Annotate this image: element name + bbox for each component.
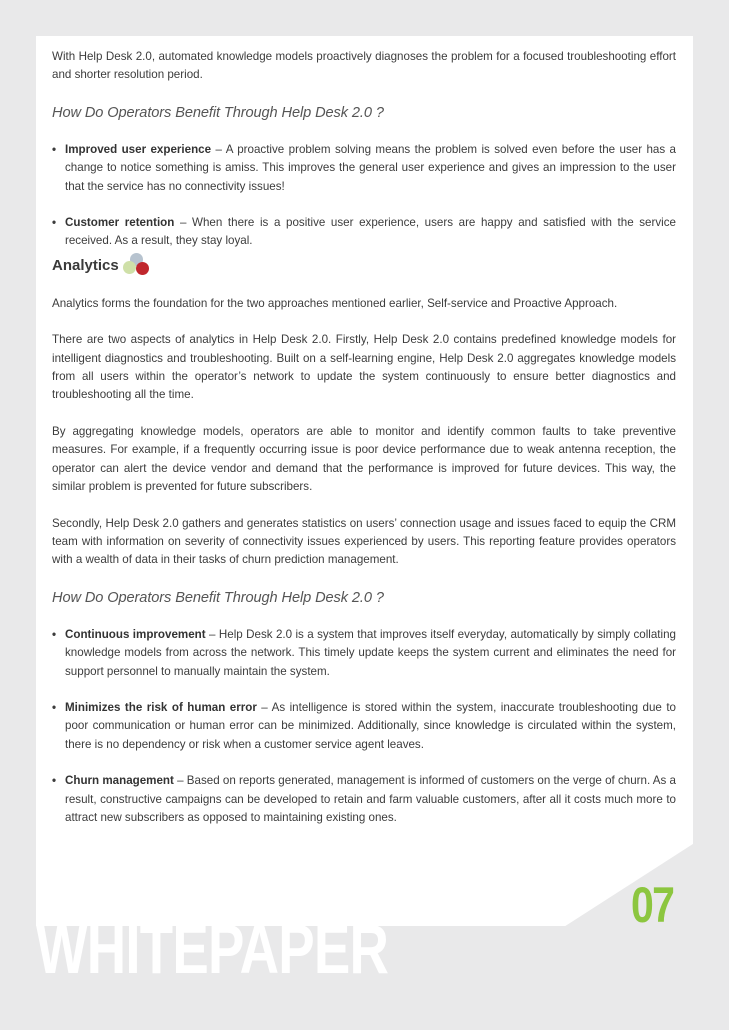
bullet-dot: • (52, 700, 57, 714)
bullet-title: Improved user experience (65, 142, 212, 156)
bullet-text: – Based on reports generated, management is informed of customers on the verge of churn. As a result, constructive campaigns can be developed to retain and farm valuable customers, after all it costs much more to attract new subscribers as opposed to maintaining existing ones. (65, 774, 676, 824)
analytics-heading-row (52, 251, 676, 281)
bullet-title: Continuous improvement (65, 627, 206, 641)
analytics-paragraph: There are two aspects of analytics in Help Desk 2.0. Firstly, Help Desk 2.0 contains predefined knowledge models for intelligent diagnostics and troubleshooting. Built on a self-learning engine, Help Desk 2.0 aggregates knowledge models from all users within the operator’s network to update the system continuously to ensure better diagnostics and troubleshooting all the time. (52, 333, 676, 402)
intro-paragraph: With Help Desk 2.0, automated knowledge models proactively diagnoses the problem for a focused troubleshooting effort and shorter resolution period. (52, 50, 676, 82)
bullet-dot: • (52, 774, 57, 788)
bullet-text: – Help Desk 2.0 is a system that improves itself everyday, automatically by simply collating knowledge models from across the network. This timely update keeps the system current and eliminates the need for support personnel to manually maintain the system. (65, 627, 676, 678)
bullet-text: – As intelligence is stored within the system, inaccurate troubleshooting due to poor communication or human error can be minimized. Additionally, since knowledge is circulated within the system, there is no dependency or risk when a customer service agent leaves. (65, 700, 676, 751)
page-number: 07 (631, 877, 674, 933)
bullet-title: Minimizes the risk of human error (65, 700, 257, 714)
whitepaper-label: WHITEPAPER (36, 910, 389, 988)
bullet-dot: • (52, 142, 57, 156)
list-item (52, 626, 676, 681)
list-item (52, 214, 676, 251)
list-item (52, 699, 676, 754)
section1-heading: How Do Operators Benefit Through Help Desk 2.0 ? (52, 104, 384, 121)
page-content (52, 48, 676, 827)
bullet-text: – When there is a positive user experience, users are happy and satisfied with the service received. As a result, they stay loyal. (65, 216, 676, 248)
bullet-dot: • (52, 627, 57, 641)
analytics-paragraph: Analytics forms the foundation for the two approaches mentioned earlier, Self-service and Proactive Approach. (52, 296, 618, 310)
list-item (52, 141, 676, 196)
analytics-paragraph: By aggregating knowledge models, operators are able to monitor and identify common faults to take preventive measures. For example, if a frequently occurring issue is poor device performance due to weak antenna reception, the operator can alert the device vendor and demand that the performance is improved for future devices. This way, the similar problem is prevented for future subscribers. (52, 424, 676, 494)
section2-heading: How Do Operators Benefit Through Help Desk 2.0 ? (52, 589, 384, 606)
bullet-text: – A proactive problem solving means the problem is solved even before the user has a change to notice something is amiss. This improves the general user experience and gives an impression to the user that the service has no connectivity issues! (65, 142, 677, 193)
bullet-title: Churn management (65, 774, 174, 788)
bullet-title: Customer retention (65, 216, 175, 230)
analytics-title: Analytics (52, 256, 119, 274)
list-item (52, 772, 676, 827)
circles-logo-icon (123, 253, 153, 279)
bullet-dot: • (52, 216, 57, 230)
analytics-paragraph: Secondly, Help Desk 2.0 gathers and generates statistics on users’ connection usage and issues faced to equip the CRM team with information on severity of connectivity issues experienced by users. This reporting feature provides operators with a wealth of data in their tasks of churn prediction management. (52, 516, 676, 567)
